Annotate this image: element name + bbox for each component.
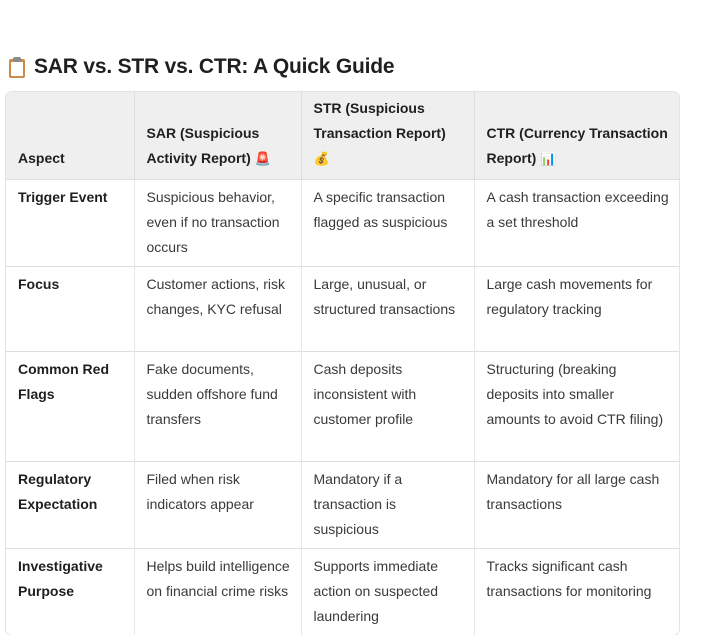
clipboard-icon [8,56,26,78]
str-cell: Supports immediate action on suspected laundering [301,549,474,635]
sar-cell: Suspicious behavior, even if no transaction occurs [134,180,301,267]
str-cell: A specific transaction flagged as suspicious [301,180,474,267]
money-bag-icon: 💰 [314,146,330,171]
aspect-cell: Common Red Flags [6,352,134,462]
sar-cell: Fake documents, sudden offshore fund transfers [134,352,301,462]
table-row [6,267,679,352]
header-str [301,92,474,180]
aspect-cell: Regulatory Expectation [6,462,134,549]
sar-cell: Customer actions, risk changes, KYC refusal [134,267,301,352]
aspect-cell: Focus [6,267,134,352]
ctr-cell: Mandatory for all large cash transactions [474,462,679,549]
aspect-cell: Trigger Event [6,180,134,267]
header-str-label: STR (Suspicious Transaction Report) [314,100,446,141]
bar-chart-icon: 📊 [540,146,556,171]
str-cell: Large, unusual, or structured transactions [301,267,474,352]
aspect-cell: Investigative Purpose [6,549,134,635]
ctr-cell: Tracks significant cash transactions for monitoring [474,549,679,635]
header-aspect: Aspect [6,92,134,180]
comparison-table [6,92,679,635]
table-row [6,352,679,462]
header-ctr [474,92,679,180]
sar-cell: Helps build intelligence on financial crime risks [134,549,301,635]
ctr-cell: A cash transaction exceeding a set threshold [474,180,679,267]
header-sar-label: SAR (Suspicious Activity Report) [147,125,260,166]
page-title [8,52,394,82]
table-row [6,180,679,267]
str-cell: Cash deposits inconsistent with customer profile [301,352,474,462]
ctr-cell: Structuring (breaking deposits into smaller amounts to avoid CTR filing) [474,352,679,462]
page-title-text: SAR vs. STR vs. CTR: A Quick Guide [34,55,394,79]
header-sar [134,92,301,180]
table-header-row [6,92,679,180]
sar-cell: Filed when risk indicators appear [134,462,301,549]
ctr-cell: Large cash movements for regulatory tracking [474,267,679,352]
str-cell: Mandatory if a transaction is suspicious [301,462,474,549]
header-ctr-label: CTR (Currency Transaction Report) [487,125,668,166]
table-row [6,549,679,635]
table-row [6,462,679,549]
siren-icon: 🚨 [255,146,271,171]
